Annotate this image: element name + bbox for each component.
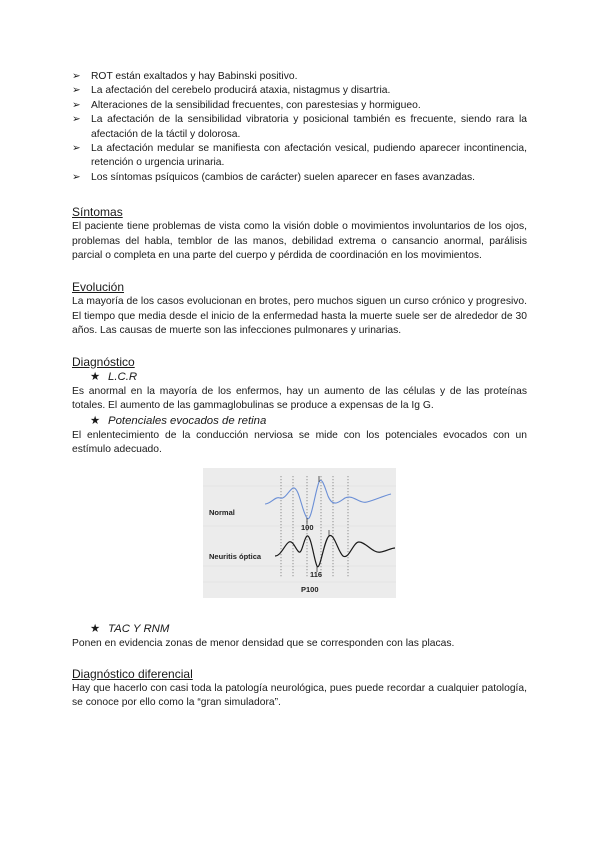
bullet-text: Los síntomas psíquicos (cambios de carácter) suelen aparecer en fases avanzadas. bbox=[91, 171, 476, 183]
evoked-potential-waveforms bbox=[203, 468, 396, 598]
arrow-bullet-icon: ➢ bbox=[72, 99, 81, 111]
arrow-bullet-icon: ➢ bbox=[72, 114, 81, 126]
normal-label: Normal bbox=[209, 508, 235, 518]
evolucion-paragraph: La mayoría de los casos evolucionan en brotes, pero muchos siguen un curso crónico y progresivo. El tiempo que media desde el inicio de la enfermedad hasta la muerte suele ser de alrededor de 30 años. Las causas de muerte son las infecciones pulmonares y urinarias. bbox=[72, 296, 527, 337]
sintomas-heading: Síntomas bbox=[72, 205, 123, 220]
arrow-bullet-icon: ➢ bbox=[72, 143, 81, 155]
figure-container bbox=[72, 468, 527, 598]
evoked-potential-figure bbox=[203, 468, 396, 598]
bullet-item bbox=[72, 142, 527, 171]
potenciales-paragraph: El enlentecimiento de la conducción nerviosa se mide con los potenciales evocados con un estímulo adecuado. bbox=[72, 429, 527, 455]
potenciales-subheading bbox=[72, 414, 527, 429]
bullet-text: La afectación medular se manifiesta con afectación vesical, pudiendo aparecer incontinencia, retención o urgencia urinaria. bbox=[91, 143, 527, 169]
arrow-bullet-icon: ➢ bbox=[72, 85, 81, 97]
bullet-text: ROT están exaltados y hay Babinski positivo. bbox=[91, 71, 298, 82]
bullet-text: La afectación del cerebelo producirá ataxia, nistagmus y disartria. bbox=[91, 85, 391, 97]
figure-reference-lines bbox=[281, 476, 348, 578]
lcr-paragraph: Es anormal en la mayoría de los enfermos, hay un aumento de las células y de las proteínas totales. El aumento de las gammaglobulinas se produce a expensas de la Ig G. bbox=[72, 385, 527, 412]
bullet-item bbox=[72, 113, 527, 142]
star-bullet-icon: ★ bbox=[90, 414, 101, 427]
bullet-text: La afectación de la sensibilidad vibratoria y posicional también es frecuente, siendo rara la afectación de la táctil y dolorosa. bbox=[91, 114, 527, 140]
figure-grid bbox=[203, 486, 396, 582]
neuritis-latency-value: 116 bbox=[310, 570, 323, 580]
tac-paragraph: Ponen en evidencia zonas de menor densidad que se corresponden con las placas. bbox=[72, 638, 455, 650]
neuritis-label: Neuritis óptica bbox=[209, 552, 262, 562]
tac-subheading bbox=[72, 622, 527, 637]
diagnostico-heading: Diagnóstico bbox=[72, 354, 135, 369]
document-page bbox=[72, 70, 527, 711]
symptom-bullet-list bbox=[72, 70, 527, 185]
lcr-subheading bbox=[72, 370, 527, 385]
diferencial-paragraph: Hay que hacerlo con casi toda la patología neurológica, pues puede recordar a cualquier patología, se conoce por ello como la “gran simuladora”. bbox=[72, 682, 527, 709]
bullet-item bbox=[72, 171, 527, 185]
potenciales-title: Potenciales evocados de retina bbox=[108, 414, 267, 427]
bullet-item bbox=[72, 84, 527, 98]
normal-latency-value: 100 bbox=[301, 523, 314, 533]
bullet-item bbox=[72, 99, 527, 113]
tac-title: TAC Y RNM bbox=[108, 623, 170, 636]
sintomas-paragraph: El paciente tiene problemas de vista como la visión doble o movimientos involuntarios de los ojos, problemas del habla, temblor de las manos, debilidad extrema o cansancio anormal, parálisis parcial o completa en una parte del cuerpo y pérdida de coordinación en los movimientos. bbox=[72, 221, 527, 262]
arrow-bullet-icon: ➢ bbox=[72, 171, 81, 183]
diferencial-heading: Diagnóstico diferencial bbox=[72, 666, 193, 681]
lcr-title: L.C.R bbox=[108, 370, 138, 383]
star-bullet-icon: ★ bbox=[90, 623, 101, 636]
bullet-item bbox=[72, 70, 527, 84]
arrow-bullet-icon: ➢ bbox=[72, 71, 81, 82]
bullet-text: Alteraciones de la sensibilidad frecuentes, con parestesias y hormigueo. bbox=[91, 99, 421, 111]
star-bullet-icon: ★ bbox=[90, 370, 101, 383]
figure-caption: P100 bbox=[301, 585, 319, 595]
evolucion-heading: Evolución bbox=[72, 280, 125, 295]
